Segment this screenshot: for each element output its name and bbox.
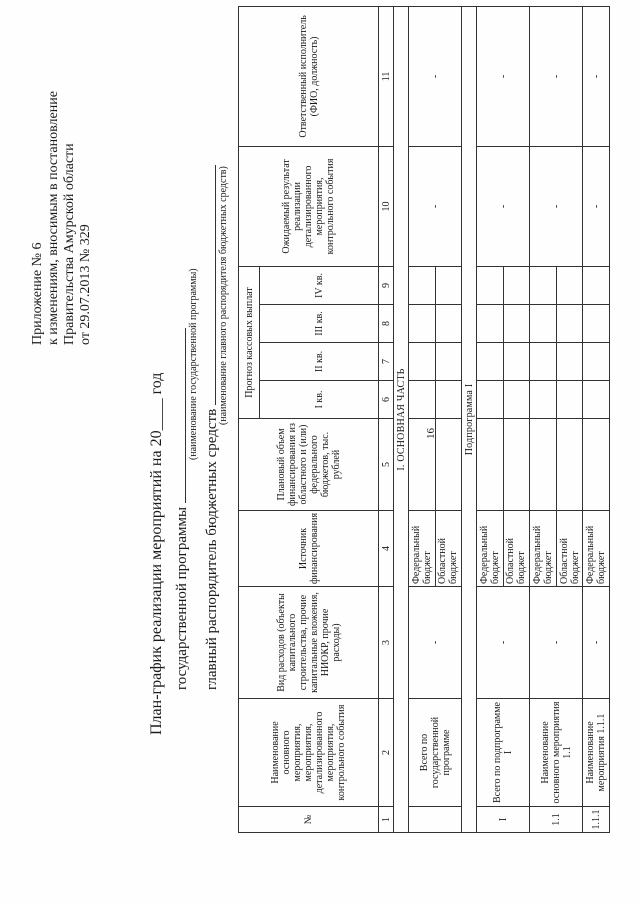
volume-cell	[477, 419, 504, 511]
row-expense-cell: -	[583, 587, 610, 699]
source-regional: Областной бюджет	[503, 511, 530, 587]
q2-cell	[477, 343, 504, 381]
q2-cell	[530, 343, 557, 381]
q3-cell	[530, 305, 557, 343]
result-cell: -	[477, 146, 530, 266]
volume-cell	[556, 419, 583, 511]
q1-cell	[435, 381, 462, 419]
col-number: 1	[379, 807, 394, 833]
result-cell: -	[583, 146, 610, 266]
program-label: государственной программы	[174, 506, 190, 690]
page-number: 16	[425, 428, 437, 439]
row-name-total-subprogram: Всего по подпрограмме I	[477, 699, 530, 807]
appendix-line-3: Правительства Амурской области	[62, 143, 77, 345]
col-header-num: №	[239, 807, 379, 833]
distributor-label: главный распорядитель бюджетных средств	[204, 408, 220, 690]
source-federal: Федеральный бюджет	[583, 511, 610, 587]
volume-cell	[409, 419, 436, 511]
q1-cell	[409, 381, 436, 419]
q1-cell	[530, 381, 557, 419]
row-expense-cell: -	[477, 587, 530, 699]
q3-cell	[477, 305, 504, 343]
source-federal: Федеральный бюджет	[477, 511, 504, 587]
result-cell: -	[409, 146, 462, 266]
q3-cell	[556, 305, 583, 343]
subprogram-heading: Подпрограмма I	[462, 6, 477, 832]
source-regional: Областной бюджет	[556, 511, 583, 587]
col-header-volume: Плановый объем финансирования из областного и (или) федерального бюджетов, тыс. рублей	[239, 419, 379, 511]
distributor-caption: (наименование главного распорядителя бюджетных средств)	[218, 166, 229, 425]
appendix-line-1: Приложение № 6	[30, 242, 45, 345]
section-main-heading: I. ОСНОВНАЯ ЧАСТЬ	[394, 6, 409, 832]
q4-cell	[503, 266, 530, 304]
responsible-cell: -	[477, 6, 530, 146]
col-number: 11	[379, 6, 394, 146]
responsible-cell: -	[530, 6, 583, 146]
row-name-main-event: Наименование основного мероприятия 1.1	[530, 699, 583, 807]
table-row	[409, 6, 436, 832]
col-number: 8	[379, 305, 394, 343]
q1-cell	[503, 381, 530, 419]
volume-cell	[503, 419, 530, 511]
col-header-responsible: Ответственный исполнитель (ФИО, должность)	[239, 6, 379, 146]
responsible-cell: -	[583, 6, 610, 146]
section-row	[394, 6, 409, 832]
result-cell: -	[530, 146, 583, 266]
row-name-total-program: Всего по государственной программе	[409, 699, 462, 807]
col-header-expense: Вид расходов (объекты капитального строительства, прочие капитальные вложения, НИОКР, прочие расходы)	[239, 587, 379, 699]
header-row-1	[239, 6, 260, 832]
q4-cell	[530, 266, 557, 304]
col-number: 6	[379, 381, 394, 419]
column-number-row	[379, 6, 394, 832]
q4-cell	[583, 266, 610, 304]
col-header-q1: I кв.	[260, 381, 379, 419]
appendix-note	[30, 5, 94, 345]
responsible-cell: -	[409, 6, 462, 146]
volume-cell	[530, 419, 557, 511]
appendix-line-4: от 29.07.2013 № 329	[78, 224, 93, 345]
appendix-line-2: к изменениям, вносимым в постановление	[46, 91, 61, 345]
subprogram-row	[462, 6, 477, 832]
row-name-event: Наименование мероприятия 1.1.1	[583, 699, 610, 807]
col-header-q4: IV кв.	[260, 266, 379, 304]
col-number: 10	[379, 146, 394, 266]
col-header-q3: III кв.	[260, 305, 379, 343]
document-title: План-график реализации мероприятий на 20____ год	[148, 372, 165, 735]
q4-cell	[435, 266, 462, 304]
program-caption: (наименование государственной программы)	[188, 268, 199, 460]
col-number: 2	[379, 699, 394, 807]
col-number: 7	[379, 343, 394, 381]
distributor-fill-line	[203, 165, 216, 405]
row-num-cell: 1.1.1	[583, 807, 610, 833]
q3-cell	[435, 305, 462, 343]
source-federal: Федеральный бюджет	[530, 511, 557, 587]
col-number: 5	[379, 419, 394, 511]
table-row	[530, 6, 557, 832]
col-number: 4	[379, 511, 394, 587]
volume-cell	[583, 419, 610, 511]
program-fill-line	[173, 328, 186, 503]
row-expense-cell: -	[409, 587, 462, 699]
q3-cell	[409, 305, 436, 343]
q3-cell	[583, 305, 610, 343]
row-num-cell: 1.1	[530, 807, 583, 833]
q4-cell	[409, 266, 436, 304]
col-number: 9	[379, 266, 394, 304]
row-num-cell: I	[477, 807, 530, 833]
col-header-forecast: Прогноз кассовых выплат	[239, 266, 260, 418]
q2-cell	[409, 343, 436, 381]
plan-schedule-table	[238, 6, 610, 833]
col-header-q2: II кв.	[260, 343, 379, 381]
table-row	[477, 6, 504, 832]
q3-cell	[503, 305, 530, 343]
q1-cell	[556, 381, 583, 419]
col-header-result: Ожидаемый результат реализации детализированного мероприятия, контрольного события	[239, 146, 379, 266]
q2-cell	[435, 343, 462, 381]
q2-cell	[503, 343, 530, 381]
volume-cell	[435, 419, 462, 511]
q2-cell	[583, 343, 610, 381]
row-expense-cell: -	[530, 587, 583, 699]
col-number: 3	[379, 587, 394, 699]
q1-cell	[477, 381, 504, 419]
q4-cell	[477, 266, 504, 304]
table-row	[583, 6, 610, 832]
q2-cell	[556, 343, 583, 381]
source-regional: Областной бюджет	[435, 511, 462, 587]
col-header-source: Источник финансирования	[239, 511, 379, 587]
q1-cell	[583, 381, 610, 419]
row-num-cell	[409, 807, 462, 833]
q4-cell	[556, 266, 583, 304]
source-federal: Федеральный бюджет	[409, 511, 436, 587]
col-header-name: Наименование основного мероприятия, мероприятия, детализированного мероприятия, контрольного события	[239, 699, 379, 807]
